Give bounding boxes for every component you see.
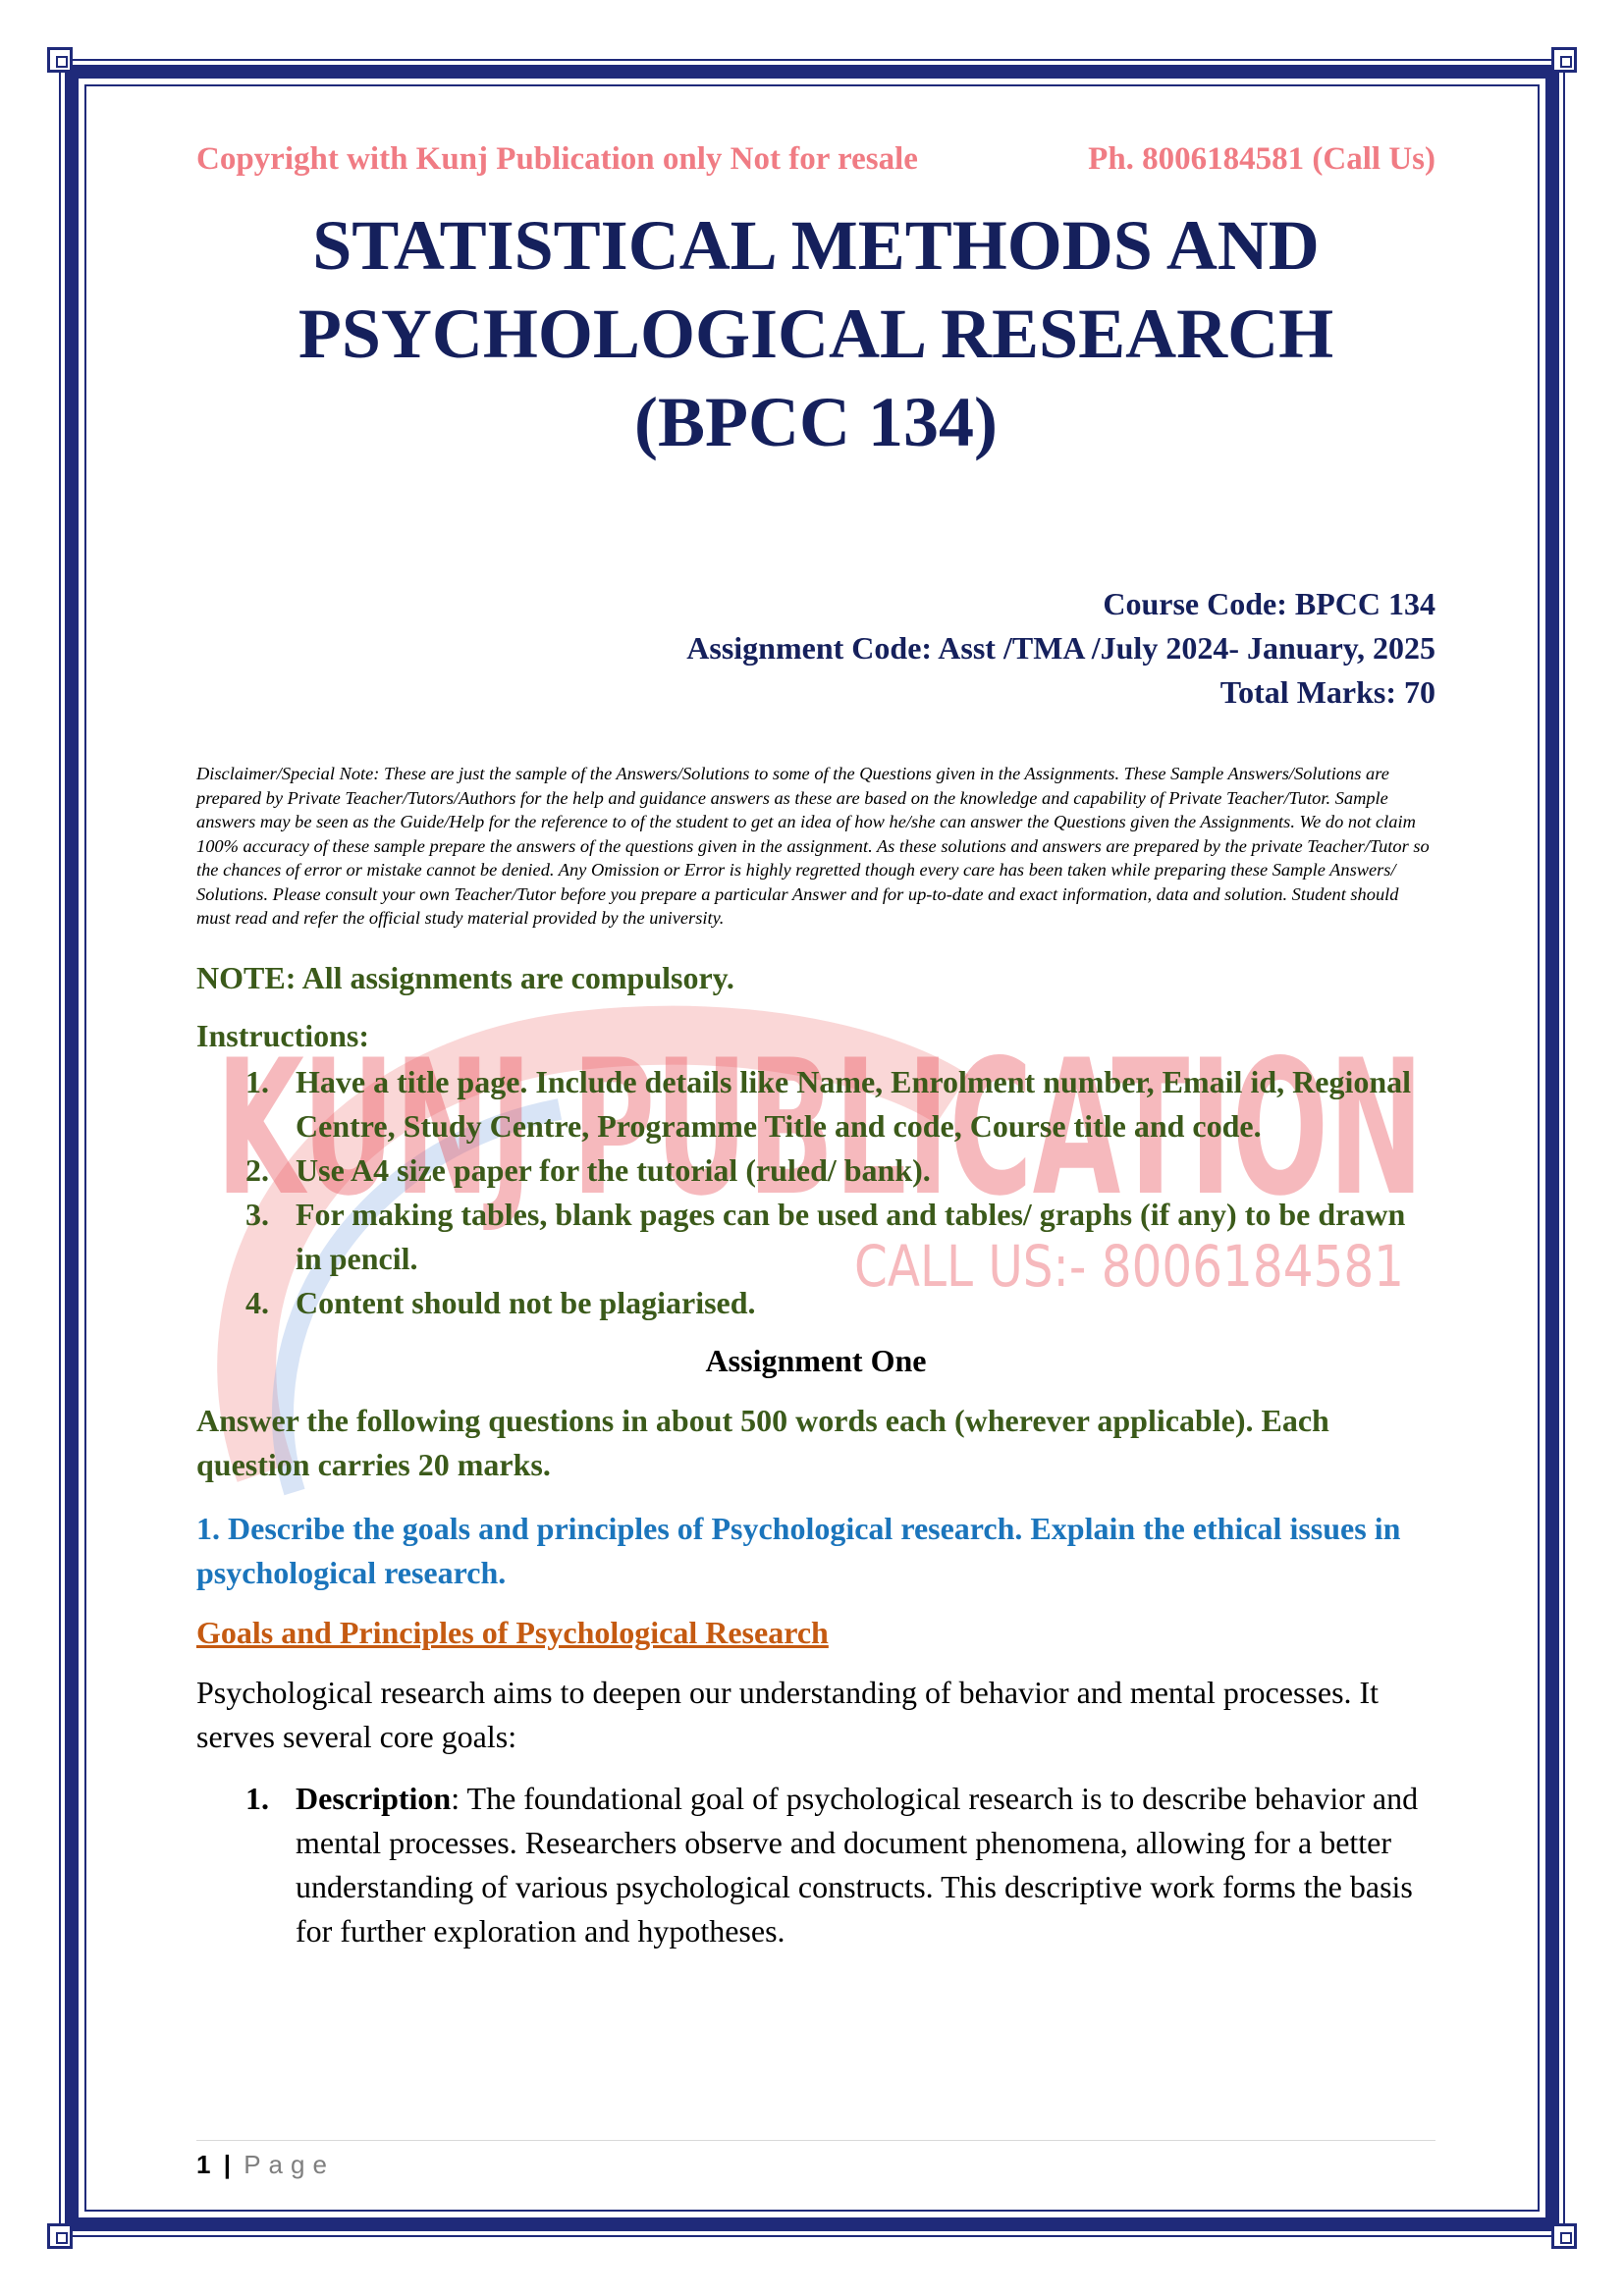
assignment-code: Assignment Code: Asst /TMA /July 2024- January, 2025 [686,630,1435,666]
page-content [196,137,1435,1953]
list-item: 1. Description: The foundational goal of psychological research is to describe behavior and mental processes. Researchers observe and document phenomena, allowing for a better understanding of various psychological constructs. This descriptive work forms the basis for further exploration and hypotheses. [245,1780,1419,1949]
total-marks: Total Marks: 70 [1219,674,1435,710]
disclaimer: Disclaimer/Special Note: These are just the sample of the Answers/Solutions to some of the Questions given in the Assignments. These Sample Answers/Solutions are prepared by Private Teacher/Tutors/Authors for the help and guidance answers as these are based on the knowledge and capability of Private Teacher/Tutor. Sample answers may be seen as the Guide/Help for the reference to of the student to get an idea of how he/she can answer the Questions given the Assignments. We do not claim 100% accuracy of these sample prepare the answers of the questions given in the assignment. As these solutions and answers are prepared by the private Teacher/Tutor so the chances of error or mistake cannot be denied. Any Omission or Error is highly regretted though every care has been taken while preparing these Sample Answers/ Solutions. Please consult your own Teacher/Tutor before you prepare a particular Answer and for up-to-date and exact information, data and solution. Student should must read and refer the official study material provided by the university. [196,764,1430,928]
footer-divider [196,2140,1435,2141]
corner-ornament-top-right [1551,47,1577,73]
list-item: 1. Have a title page. Include details like Name, Enrolment number, Email id, Regional Centre, Study Centre, Programme Title and code, Course title and code. [245,1063,1412,1144]
section-heading: Goals and Principles of Psychological Research [196,1614,829,1650]
copyright-text: Copyright with Kunj Publication only Not for resale [196,141,918,177]
goals-list [196,1777,1435,1953]
footer-separator: | [223,2150,231,2179]
list-item: 4. Content should not be plagiarised. [245,1284,756,1320]
note: NOTE: All assignments are compulsory. [196,959,734,995]
page-label: Page [244,2150,335,2179]
instructions-heading: Instructions: [196,1017,370,1053]
title-line-2: PSYCHOLOGICAL RESEARCH [298,294,1334,373]
phone-text: Ph. 8006184581 (Call Us) [1088,141,1435,177]
course-info [196,582,1435,715]
intro-paragraph: Psychological research aims to deepen our understanding of behavior and mental processes. It serves several core goals: [196,1674,1380,1754]
watermark-brand: KUNJ PUBLICATION [216,1020,1424,1237]
assignment-heading: Assignment One [705,1342,927,1378]
course-code: Course Code: BPCC 134 [1103,586,1435,621]
list-item: 3. For making tables, blank pages can be used and tables/ graphs (if any) to be drawn in pencil. [245,1196,1406,1276]
answer-instruction: Answer the following questions in about 500 words each (wherever applicable). Each question carries 20 marks. [196,1402,1329,1482]
question-1: 1. Describe the goals and principles of Psychological research. Explain the ethical issues in psychological research. [196,1510,1401,1590]
instructions-list [196,1060,1435,1325]
watermark-call: CALL US:- 8006184581 [854,1233,1404,1300]
corner-ornament-top-left [47,47,73,73]
page-footer [196,2150,335,2180]
title-line-3: (BPCC 134) [634,383,998,461]
corner-ornament-bottom-left [47,2223,73,2249]
list-item: 2. Use A4 size paper for the tutorial (ruled/ bank). [245,1151,931,1188]
page-number: 1 [196,2150,211,2179]
corner-ornament-bottom-right [1551,2223,1577,2249]
title-line-1: STATISTICAL METHODS AND [312,206,1320,285]
copyright-header [196,141,1435,178]
document-title [196,201,1435,466]
